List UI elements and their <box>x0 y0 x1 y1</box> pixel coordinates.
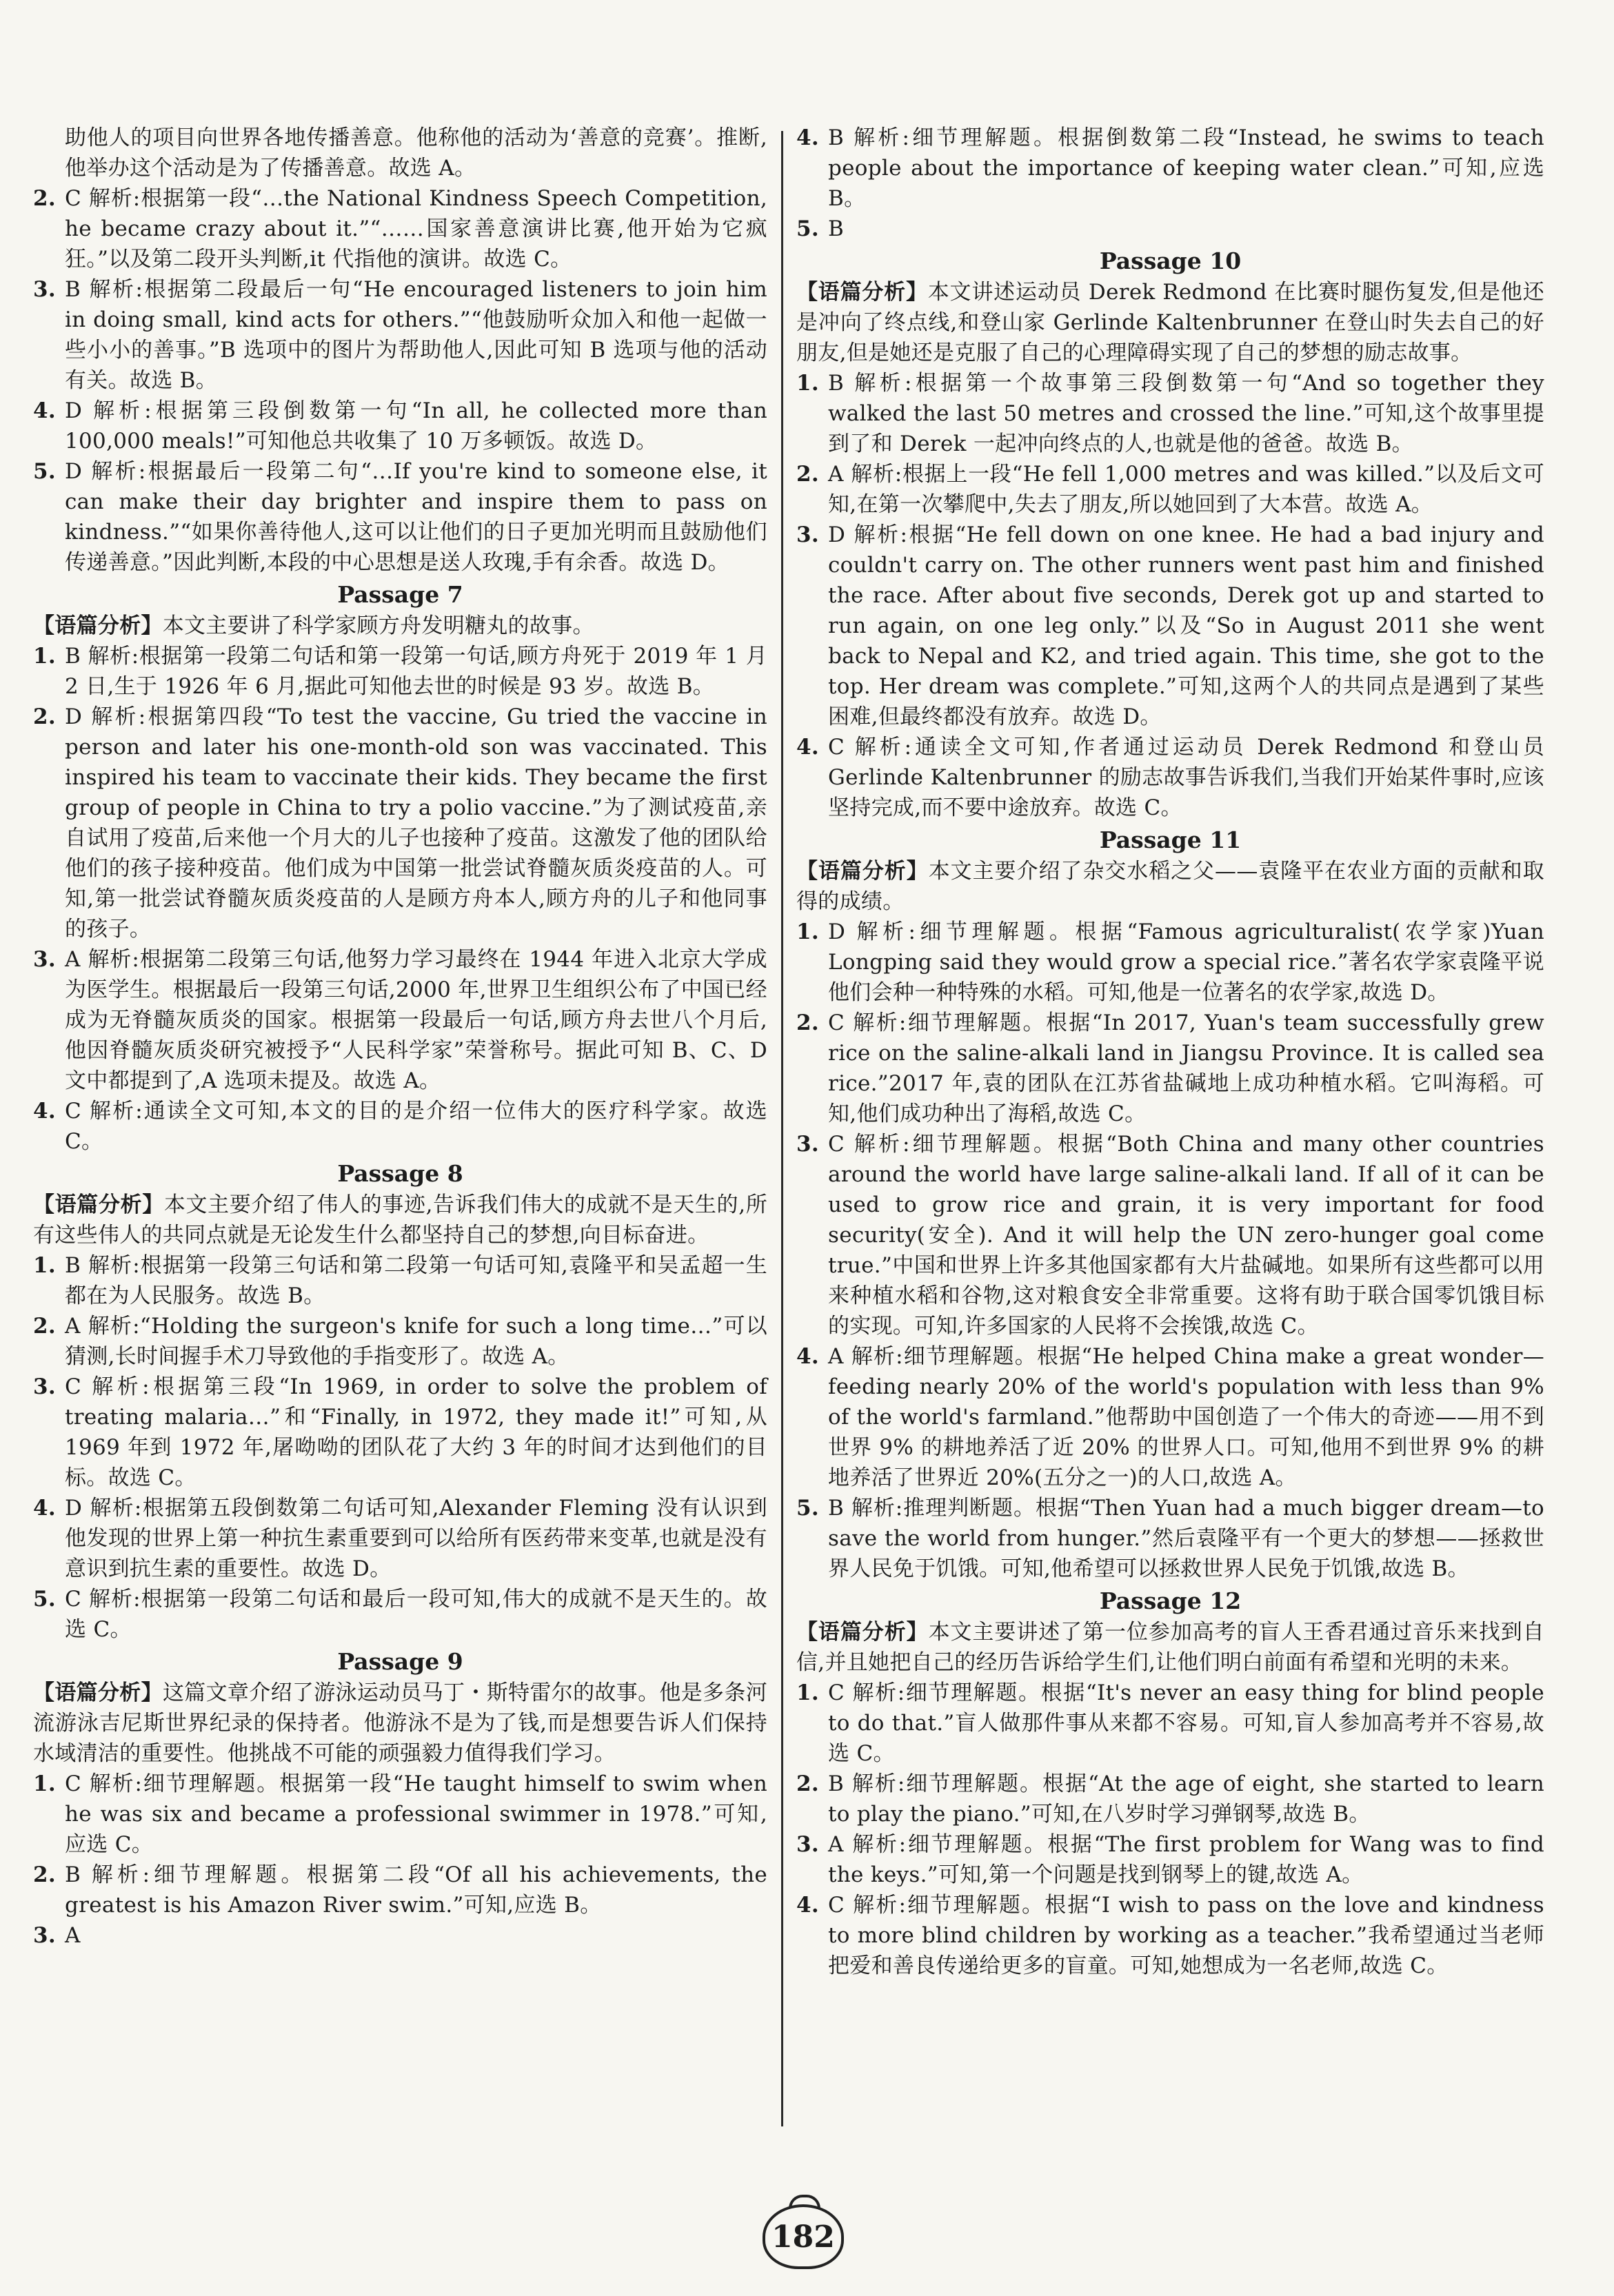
answer-text: D 解析:根据最后一段第二句“…If you're kind to someone else, it can make their day brighter and inspire them to pass on kindness.”“如果你善待他人,这可以让他们的日子更加光明而且鼓励他们传递善意。”因此判断,本段的中心思想是送人玫瑰,手有余香。故选 D。 <box>65 459 767 575</box>
analysis-tag: 【语篇分析】 <box>796 1620 929 1645</box>
answer-number: 5. <box>33 459 56 484</box>
answer-text: A 解析:细节理解题。根据“The first problem for Wang was to find the keys.”可知,第一个问题是找到钢琴上的键,故选 A。 <box>828 1832 1544 1887</box>
page-number: 182 <box>771 2219 835 2255</box>
answer-text: B <box>828 216 845 241</box>
answer-number: 1. <box>796 1680 819 1705</box>
answer-text: A 解析:细节理解题。根据“He helped China make a great wonder—feeding nearly 20% of the world's population with less than 9% of the world's farmland.”他帮助中国创造了一个伟大的奇迹——用不到世界 9% 的耕地养活了近 20% 的世界人口。可知,他用不到世界 9% 的耕地养活了世界近 20%(五分之一)的人口,故选 A。 <box>828 1344 1544 1490</box>
answer-item <box>796 123 1544 214</box>
answer-number: 4. <box>33 398 56 423</box>
answer-text: C 解析:根据第三段“In 1969, in order to solve the problem of treating malaria…”和“Finally, in 1972, they made it!”可知,从 1969 年到 1972 年,屠呦呦的团队花了大约 3 年的时间才达到他们的目标。故选 C。 <box>65 1374 767 1490</box>
answer-item <box>33 456 767 578</box>
answer-item <box>796 1769 1544 1829</box>
answer-number: 2. <box>796 1010 819 1035</box>
passage-title: Passage 10 <box>1099 247 1242 274</box>
answer-number: 5. <box>796 1496 819 1521</box>
answer-number: 3. <box>33 277 56 302</box>
answer-number: 2. <box>33 1862 56 1887</box>
analysis-text: 本文主要讲了科学家顾方舟发明糖丸的故事。 <box>162 613 594 638</box>
answer-number: 1. <box>796 371 819 396</box>
passage-analysis <box>796 277 1544 368</box>
answer-item <box>33 1372 767 1493</box>
answer-number: 2. <box>33 1314 56 1339</box>
answer-item <box>33 1769 767 1860</box>
answer-number: 5. <box>33 1587 56 1612</box>
answer-text: C 解析:通读全文可知,作者通过运动员 Derek Redmond 和登山员 Gerlinde Kaltenbrunner 的励志故事告诉我们,当我们开始某件事时,应该坚持完成,而不要中途放弃。故选 C。 <box>828 735 1544 820</box>
answer-item <box>33 1493 767 1584</box>
passage-title: Passage 12 <box>1099 1587 1242 1614</box>
answer-item <box>796 520 1544 732</box>
passage-analysis <box>33 611 767 641</box>
answer-number: 1. <box>796 920 819 944</box>
answer-text: B 解析:根据第一段第二句话和第一段第一句话,顾方舟死于 2019 年 1 月 2 日,生于 1926 年 6 月,据此可知他去世的时候是 93 岁。故选 B。 <box>65 644 767 699</box>
answer-item <box>33 1250 767 1311</box>
answer-item <box>33 1920 767 1951</box>
answer-text: D 解析:根据第四段“To test the vaccine, Gu tried the vaccine in person and later his one-month-old son was vaccinated. This inspired his team to vaccinate their kids. They became the first group of people in China to try a polio vaccine.”为了测试疫苗,亲自试用了疫苗,后来他一个月大的儿子也接种了疫苗。这激发了他的团队给他们的孩子接种疫苗。他们成为中国第一批尝试脊髓灰质炎疫苗的人。可知,第一批尝试脊髓灰质炎疫苗的人是顾方舟本人,顾方舟的儿子和他同事的孩子。 <box>65 704 767 942</box>
answer-item <box>796 1678 1544 1769</box>
answer-number: 4. <box>33 1496 56 1521</box>
answer-text: A 解析:根据第二段第三句话,他努力学习最终在 1944 年进入北京大学成为医学生。根据最后一段第三句话,2000 年,世界卫生组织公布了中国已经成为无脊髓灰质炎的国家。根据第一段最后一句话,顾方舟去世八个月后,他因脊髓灰质炎研究被授予“人民科学家”荣誉称号。据此可知 B、C、D 文中都提到了,A 选项未提及。故选 A。 <box>65 947 767 1093</box>
answer-number: 3. <box>796 1832 819 1857</box>
left-column <box>33 123 767 1951</box>
answer-item <box>796 917 1544 1008</box>
answer-number: 5. <box>796 216 819 241</box>
answer-text: A 解析:根据上一段“He fell 1,000 metres and was killed.”以及后文可知,在第一次攀爬中,失去了朋友,所以她回到了大本营。故选 A。 <box>828 462 1544 517</box>
analysis-tag: 【语篇分析】 <box>796 280 928 305</box>
answer-text: A 解析:“Holding the surgeon's knife for such a long time…”可以猜测,长时间握手术刀导致他的手指变形了。故选 A。 <box>65 1314 767 1369</box>
answer-text: D 解析:根据“He fell down on one knee. He had a bad injury and couldn't carry on. The other runners went past him and finished the race. After about five seconds, Derek got up and started to run again, on one leg only.”以及“So in August 2011 she went back to Nepal and K2, and tried again. This time, she got to the top. Her dream was complete.”可知,这两个人的共同点是遇到了某些困难,但最终都没有放弃。故选 D。 <box>828 522 1544 729</box>
passage-analysis <box>33 1190 767 1250</box>
answer-item <box>796 1890 1544 1981</box>
analysis-text: 这篇文章介绍了游泳运动员马丁・斯特雷尔的故事。他是多条河流游泳吉尼斯世界纪录的保持者。他游泳不是为了钱,而是想要告诉人们保持水域清洁的重要性。他挑战不可能的顽强毅力值得我们学习。 <box>33 1680 767 1766</box>
answer-number: 3. <box>33 1923 56 1948</box>
answer-number: 2. <box>33 704 56 729</box>
answer-text: C 解析:通读全文可知,本文的目的是介绍一位伟大的医疗科学家。故选 C。 <box>65 1099 767 1154</box>
answer-number: 1. <box>33 644 56 669</box>
analysis-text: 本文主要介绍了伟人的事迹,告诉我们伟大的成就不是天生的,所有这些伟人的共同点就是无论发生什么都坚持自己的梦想,向目标奋进。 <box>33 1192 767 1248</box>
answer-text: B 解析:细节理解题。根据倒数第二段“Instead, he swims to teach people about the importance of keeping water clean.”可知,应选 B。 <box>828 125 1544 211</box>
answer-item <box>796 368 1544 459</box>
answer-number: 4. <box>796 735 819 760</box>
answer-text: C 解析:根据第一段“…the National Kindness Speech Competition, he became crazy about it.”“……国家善意演讲比赛,他开始为它疯狂。”以及第二段开头判断,it 代指他的演讲。故选 C。 <box>65 186 767 272</box>
continued-text: 助他人的项目向世界各地传播善意。他称他的活动为‘善意的竞赛’。推断,他举办这个活动是为了传播善意。故选 A。 <box>65 125 767 181</box>
analysis-text: 本文主要介绍了杂交水稻之父——袁隆平在农业方面的贡献和取得的成绩。 <box>796 859 1544 914</box>
answer-number: 1. <box>33 1771 56 1796</box>
answer-item <box>796 1829 1544 1890</box>
answer-item <box>796 459 1544 520</box>
answer-number: 4. <box>33 1099 56 1124</box>
answer-text: C 解析:细节理解题。根据“Both China and many other countries around the world have large saline-alkali land. If all of it can be used to grow rice and grain, it is very important for food security(安全). And it will help the UN zero-hunger goal come true.”中国和世界上许多其他国家都有大片盐碱地。如果所有这些都可以用来种植水稻和谷物,这对粮食安全非常重要。这将有助于联合国零饥饿目标的实现。可知,许多国家的人民将不会挨饿,故选 C。 <box>828 1132 1544 1339</box>
answer-text: B 解析:根据第二段最后一句“He encouraged listeners to join him in doing small, kind acts for others.”“他鼓励听众加入和他一起做一些小小的善事。”B 选项中的图片为帮助他人,因此可知 B 选项与他的活动有关。故选 B。 <box>65 277 767 393</box>
answer-number: 2. <box>33 186 56 211</box>
answer-item <box>33 641 767 702</box>
answer-item <box>796 1129 1544 1341</box>
answer-text: D 解析:根据第三段倒数第一句“In all, he collected more than 100,000 meals!”可知他总共收集了 10 万多顿饭。故选 D。 <box>65 398 767 454</box>
answer-number: 4. <box>796 1344 819 1369</box>
answer-item <box>33 1584 767 1645</box>
answer-item <box>33 396 767 456</box>
answer-number: 4. <box>796 1893 819 1918</box>
answer-number: 1. <box>33 1253 56 1278</box>
answer-text: C 解析:细节理解题。根据“In 2017, Yuan's team successfully grew rice on the saline-alkali land in Jiangsu Province. It is called sea rice.”2017 年,袁的团队在江苏省盐碱地上成功种植水稻。它叫海稻。可知,他们成功种出了海稻,故选 C。 <box>828 1010 1544 1126</box>
passage-analysis <box>33 1678 767 1769</box>
answer-text: D 解析:根据第五段倒数第二句话可知,Alexander Fleming 没有认识到他发现的世界上第一种抗生素重要到可以给所有医药带来变革,也就是没有意识到抗生素的重要性。故选 D。 <box>65 1496 767 1581</box>
answer-item <box>33 702 767 944</box>
answer-number: 2. <box>796 1771 819 1796</box>
answer-number: 4. <box>796 125 819 150</box>
analysis-tag: 【语篇分析】 <box>33 1680 163 1705</box>
answer-text: B 解析:推理判断题。根据“Then Yuan had a much bigger dream—to save the world from hunger.”然后袁隆平有一个更大的梦想——拯救世界人民免于饥饿。可知,他希望可以拯救世界人民免于饥饿,故选 B。 <box>828 1496 1544 1581</box>
answer-number: 3. <box>33 947 56 972</box>
answer-item <box>33 1860 767 1920</box>
analysis-text: 本文讲述运动员 Derek Redmond 在比赛时腿伤复发,但是他还是冲向了终点线,和登山家 Gerlinde Kaltenbrunner 在登山时失去自己的好朋友,但是她还是克服了自己的心理障碍实现了自己的梦想的励志故事。 <box>796 280 1544 365</box>
answer-item <box>33 1096 767 1157</box>
answer-text: B 解析:细节理解题。根据“At the age of eight, she started to learn to play the piano.”可知,在八岁时学习弹钢琴,故选 B。 <box>828 1771 1544 1827</box>
answer-text: A <box>65 1923 81 1948</box>
answer-number: 3. <box>33 1374 56 1399</box>
column-divider <box>781 131 783 2126</box>
right-column <box>796 123 1544 1981</box>
analysis-tag: 【语篇分析】 <box>33 613 163 638</box>
passage-analysis <box>796 1617 1544 1678</box>
answer-item <box>33 944 767 1096</box>
answer-item <box>796 1008 1544 1129</box>
answer-text: C 解析:细节理解题。根据第一段“He taught himself to swim when he was six and became a professional swimmer in 1978.”可知,应选 C。 <box>65 1771 767 1857</box>
answer-text: B 解析:根据第一段第三句话和第二段第一句话可知,袁隆平和吴孟超一生都在为人民服务。故选 B。 <box>65 1253 767 1308</box>
analysis-text: 本文主要讲述了第一位参加高考的盲人王香君通过音乐来找到自信,并且她把自己的经历告诉给学生们,让他们明白前面有希望和光明的未来。 <box>796 1620 1544 1675</box>
answer-item <box>796 1493 1544 1584</box>
answer-number: 3. <box>796 1132 819 1157</box>
answer-item <box>796 1341 1544 1493</box>
answer-text: D 解析:细节理解题。根据“Famous agriculturalist(农学家)Yuan Longping said they would grow a special rice.”著名农学家袁隆平说他们会种一种特殊的水稻。可知,他是一位著名的农学家,故选 D。 <box>828 920 1544 1005</box>
passage-title: Passage 11 <box>1099 826 1242 853</box>
answer-item <box>796 732 1544 823</box>
answer-number: 3. <box>796 522 819 547</box>
answer-item <box>33 183 767 274</box>
answer-text: C 解析:细节理解题。根据“I wish to pass on the love and kindness to more blind children by working as a teacher.”我希望通过当老师把爱和善良传递给更多的盲童。可知,她想成为一名老师,故选 C。 <box>828 1893 1544 1978</box>
answer-item <box>796 214 1544 244</box>
answer-text: C 解析:根据第一段第二句话和最后一段可知,伟大的成就不是天生的。故选 C。 <box>65 1587 767 1642</box>
answer-text: B 解析:根据第一个故事第三段倒数第一句“And so together they walked the last 50 metres and crossed the line.”可知,这个故事里提到了和 Derek 一起冲向终点的人,也就是他的爸爸。故选 B。 <box>828 371 1544 456</box>
answer-item <box>33 1311 767 1372</box>
answer-text: C 解析:细节理解题。根据“It's never an easy thing for blind people to do that.”盲人做那件事从来都不容易。可知,盲人参加高考并不容易,故选 C。 <box>828 1680 1544 1766</box>
analysis-tag: 【语篇分析】 <box>796 859 929 884</box>
passage-analysis <box>796 856 1544 917</box>
analysis-tag: 【语篇分析】 <box>33 1192 164 1217</box>
passage-title: Passage 7 <box>337 581 463 608</box>
answer-item <box>33 274 767 396</box>
passage-title: Passage 8 <box>337 1160 463 1187</box>
answer-number: 2. <box>796 462 819 487</box>
page-number-badge <box>762 2202 845 2271</box>
passage-title: Passage 9 <box>337 1648 463 1675</box>
answer-text: B 解析:细节理解题。根据第二段“Of all his achievements, the greatest is his Amazon River swim.”可知,应选 B。 <box>65 1862 767 1918</box>
owl-icon <box>763 2204 844 2269</box>
